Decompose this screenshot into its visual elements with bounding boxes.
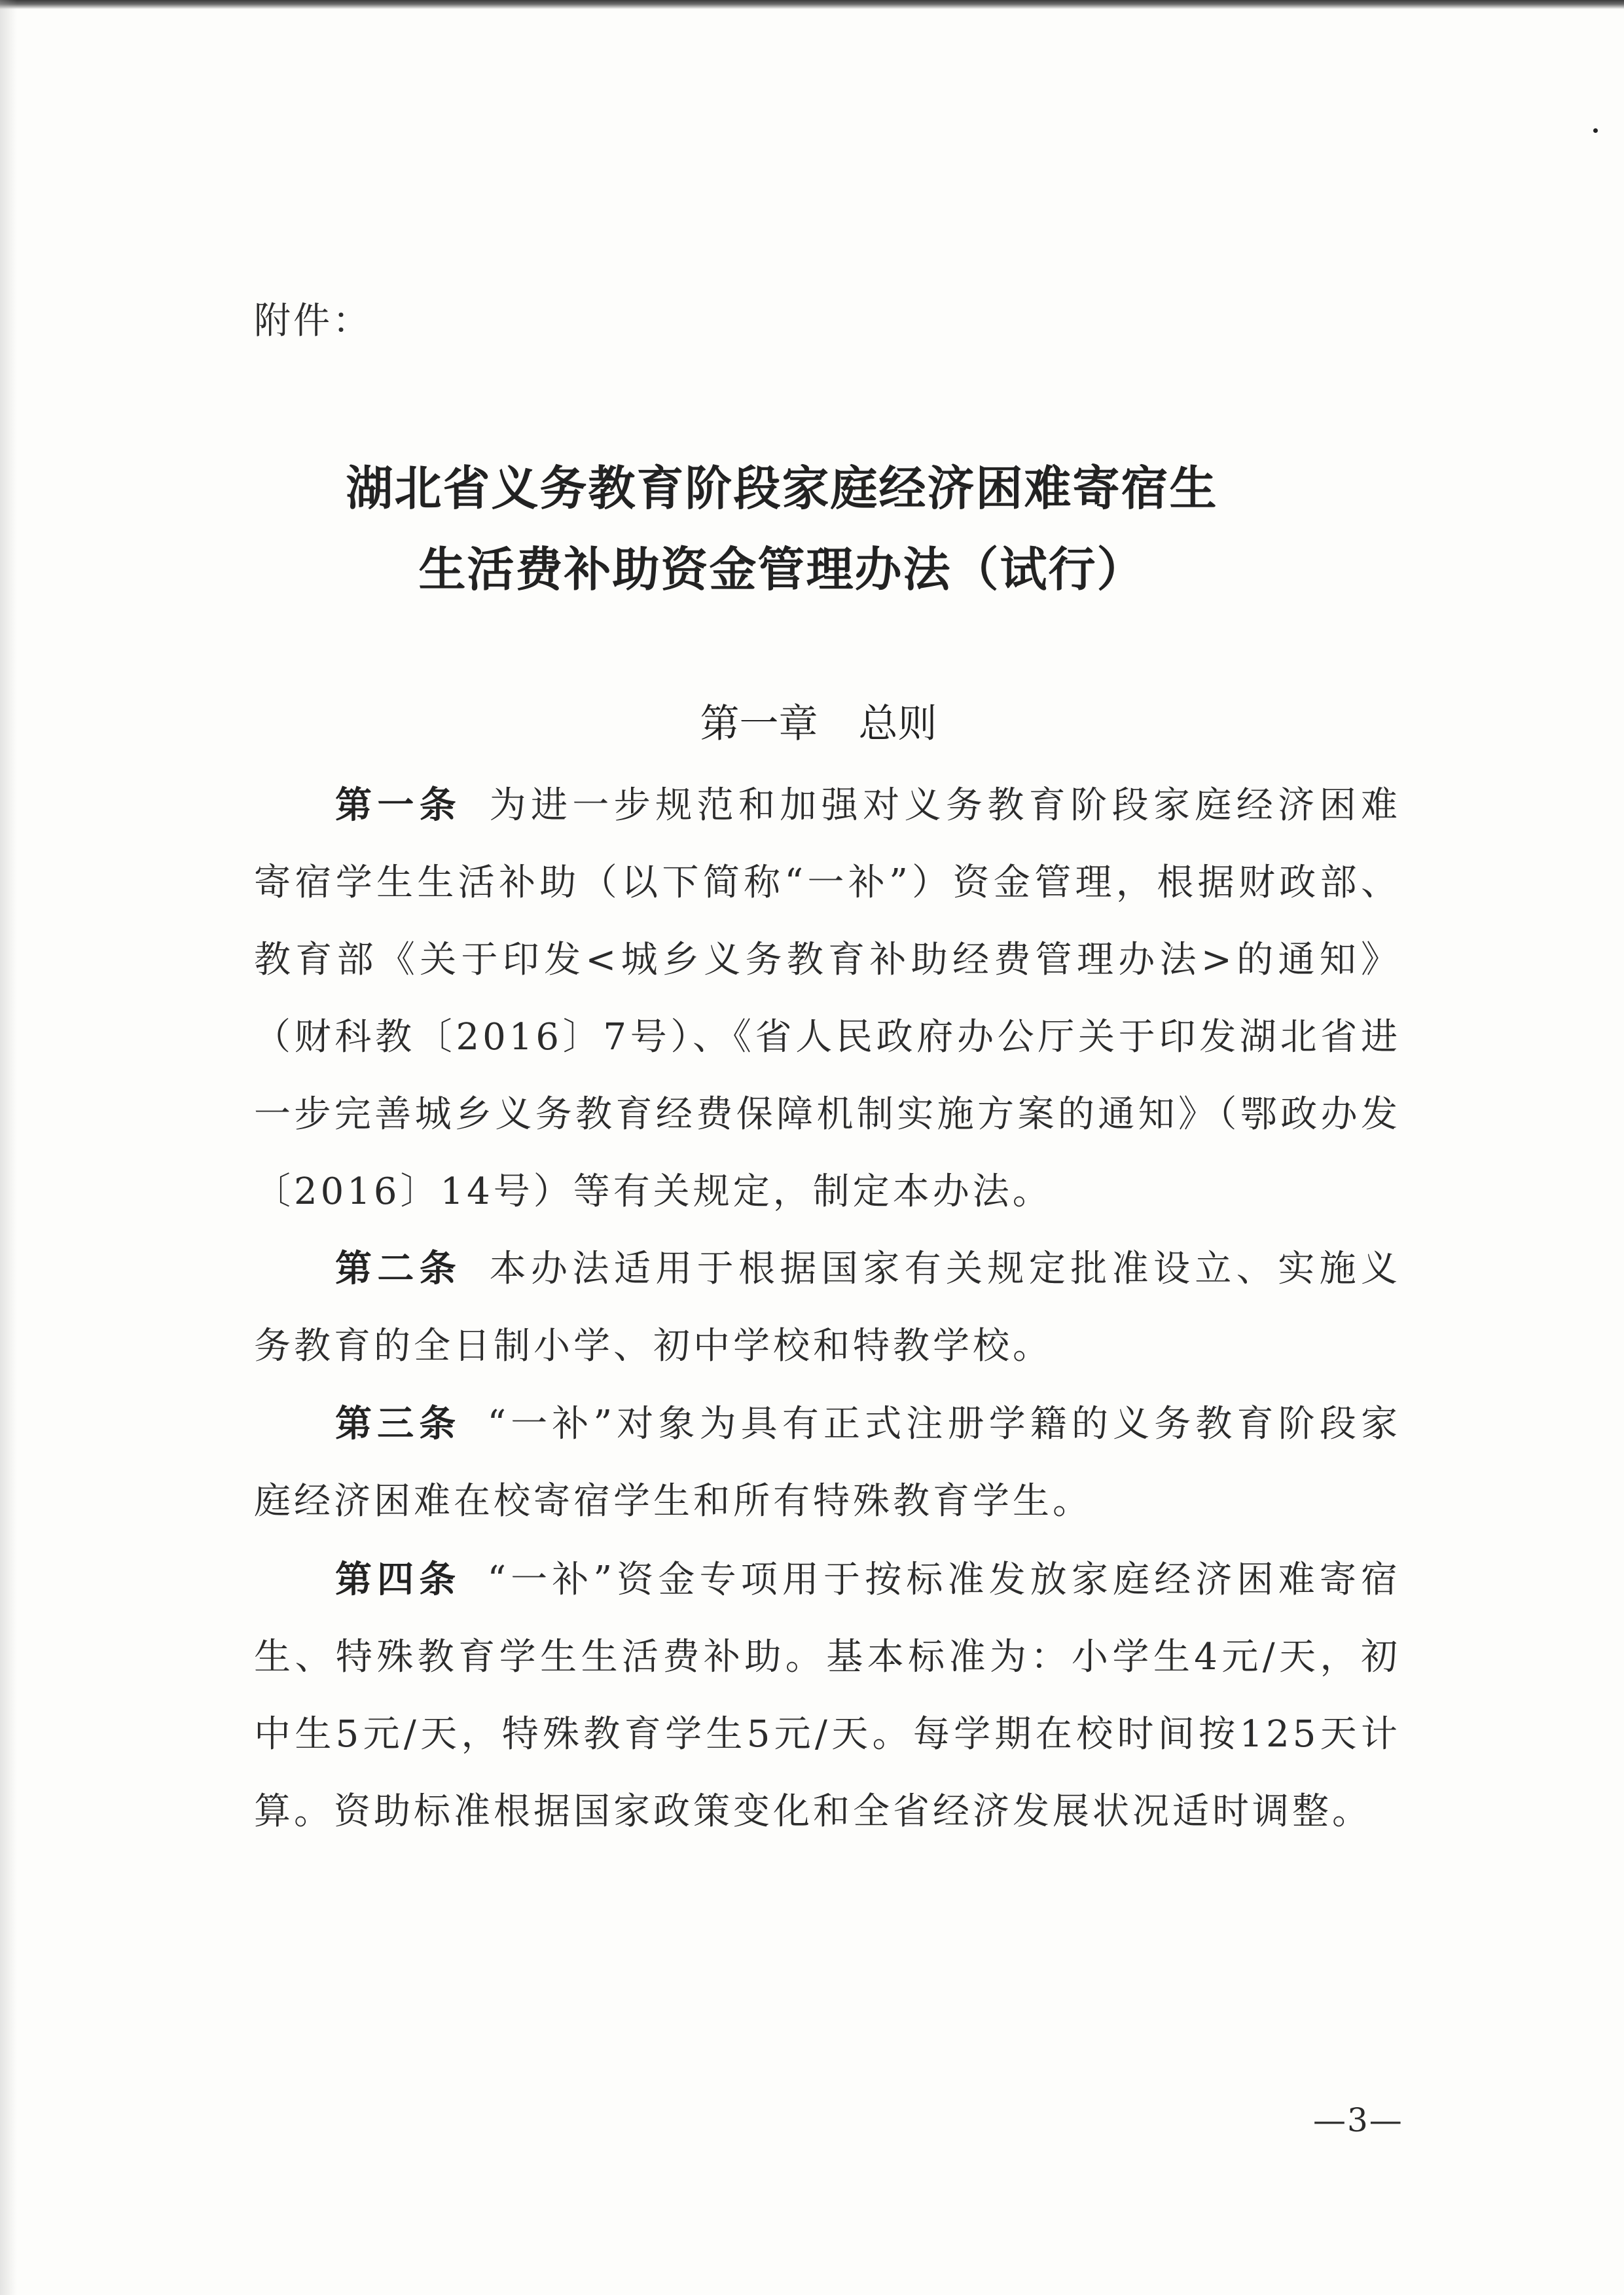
article-2-text: 本办法适用于根据国家有关规定批准设立、实施义务教育的全日制小学、初中学校和特教学校。 bbox=[254, 1248, 1401, 1367]
article-2 bbox=[254, 1231, 1401, 1385]
article-3-text: “一补”对象为具有正式注册学籍的义务教育阶段家庭经济困难在校寄宿学生和所有特殊教育学生。 bbox=[254, 1403, 1401, 1523]
chapter-title: 总则 bbox=[858, 701, 937, 747]
chapter-heading bbox=[0, 693, 1624, 749]
scan-left-edge bbox=[0, 0, 17, 2295]
attachment-label: 附件： bbox=[254, 300, 372, 342]
article-1-label: 第一条 bbox=[335, 784, 462, 827]
article-3-label: 第三条 bbox=[335, 1403, 461, 1445]
page-number: —3— bbox=[1313, 2101, 1403, 2139]
scan-top-edge bbox=[0, 0, 1624, 9]
article-4-label: 第四条 bbox=[335, 1559, 461, 1601]
document-title-line-2: 生活费补助资金管理办法（试行） bbox=[418, 541, 1146, 597]
scan-speck bbox=[1593, 128, 1598, 133]
article-4 bbox=[254, 1542, 1401, 1851]
article-4-text: “一补”资金专项用于按标准发放家庭经济困难寄宿生、特殊教育学生生活费补助。基本标准为：小学生4元/天，初中生5元/天，特殊教育学生5元/天。每学期在校时间按125天计算。资助标准根据国家政策变化和全省经济发展状况适时调整。 bbox=[254, 1559, 1401, 1833]
article-1 bbox=[254, 767, 1401, 1231]
document-title-line-1: 湖北省义务教育阶段家庭经济困难寄宿生 bbox=[346, 460, 1218, 516]
article-3 bbox=[254, 1386, 1401, 1540]
article-2-label: 第二条 bbox=[335, 1248, 462, 1290]
chapter-number: 第一章 bbox=[700, 701, 818, 747]
article-1-text: 为进一步规范和加强对义务教育阶段家庭经济困难寄宿学生生活补助（以下简称“一补”）资金管理，根据财政部、教育部《关于印发<城乡义务教育补助经费管理办法>的通知》（财科教〔2016〕7号）、《省人民政府办公厅关于印发湖北省进一步完善城乡义务教育经费保障机制实施方案的通知》（鄂政办发〔2016〕14号）等有关规定，制定本办法。 bbox=[254, 784, 1401, 1213]
